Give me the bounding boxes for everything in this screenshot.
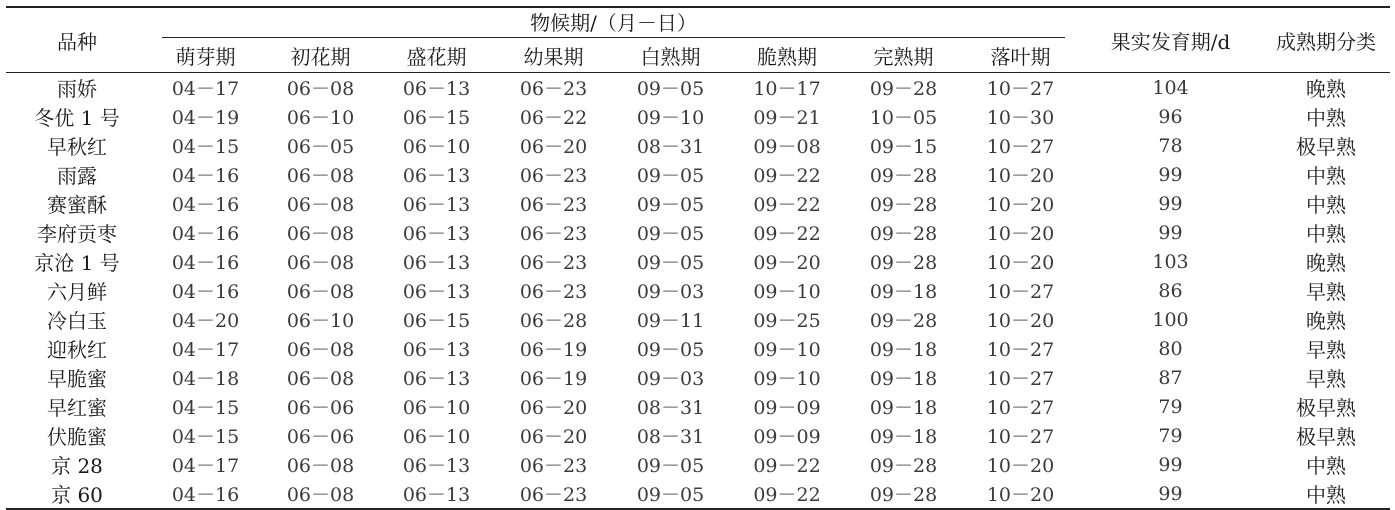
- cell-date: 06－08: [286, 223, 355, 245]
- cell-date: 04－19: [171, 107, 240, 129]
- cell-variety: 伏脆蜜: [47, 425, 107, 449]
- cell-date: 06－13: [402, 281, 471, 303]
- cell-date: 06－10: [402, 426, 471, 448]
- cell-date: 09－05: [636, 252, 705, 274]
- cell-maturity-class: 晚熟: [1306, 77, 1346, 101]
- cell-date: 10－27: [986, 426, 1055, 448]
- cell-date: 06－19: [519, 368, 588, 390]
- cell-dev-period: 99: [1158, 163, 1183, 186]
- cell-maturity-class: 极早熟: [1296, 396, 1356, 420]
- cell-date: 06－08: [286, 455, 355, 477]
- cell-date: 09－18: [869, 397, 938, 419]
- cell-date: 04－17: [171, 339, 240, 361]
- phenology-table: [6, 6, 1390, 510]
- table-row: [6, 363, 1390, 392]
- table-row: [6, 305, 1390, 334]
- cell-date: 10－27: [986, 339, 1055, 361]
- cell-date: 04－15: [171, 397, 240, 419]
- header-stage: 脆熟期: [729, 38, 845, 73]
- cell-date: 06－20: [519, 426, 588, 448]
- table-row: [6, 189, 1390, 218]
- cell-date: 09－18: [869, 339, 938, 361]
- cell-dev-period: 87: [1158, 366, 1183, 389]
- table-row: [6, 160, 1390, 189]
- cell-date: 04－17: [171, 455, 240, 477]
- header-stage: 落叶期: [962, 38, 1079, 73]
- cell-date: 04－20: [171, 310, 240, 332]
- cell-maturity-class: 早熟: [1306, 280, 1346, 304]
- cell-date: 09－05: [636, 194, 705, 216]
- cell-variety: 早秋红: [47, 135, 107, 159]
- cell-date: 10－27: [986, 136, 1055, 158]
- cell-date: 09－28: [869, 455, 938, 477]
- table-row: [6, 276, 1390, 305]
- cell-date: 06－23: [519, 194, 588, 216]
- cell-date: 06－08: [286, 78, 355, 100]
- cell-date: 06－23: [519, 165, 588, 187]
- table-row: [6, 131, 1390, 160]
- cell-date: 10－27: [986, 78, 1055, 100]
- cell-date: 06－13: [402, 78, 471, 100]
- cell-date: 06－08: [286, 368, 355, 390]
- cell-date: 09－10: [636, 107, 705, 129]
- cell-dev-period: 99: [1158, 221, 1183, 244]
- cell-maturity-class: 早熟: [1306, 338, 1346, 362]
- cell-date: 09－08: [753, 136, 821, 158]
- cell-date: 06－10: [286, 310, 355, 332]
- header-stage: 完熟期: [845, 38, 962, 73]
- cell-maturity-class: 中熟: [1306, 106, 1346, 130]
- cell-date: 09－09: [753, 397, 821, 419]
- cell-date: 10－27: [986, 281, 1055, 303]
- table-row: [6, 102, 1390, 131]
- cell-maturity-class: 极早熟: [1296, 425, 1356, 449]
- cell-variety: 李府贡枣: [37, 222, 117, 246]
- cell-dev-period: 96: [1158, 105, 1183, 128]
- cell-dev-period: 99: [1079, 479, 1262, 509]
- cell-date: 04－17: [171, 78, 240, 100]
- cell-dev-period: 86: [1158, 279, 1183, 302]
- header-dev-period: 果实发育期/d: [1079, 7, 1262, 73]
- cell-date: 09－28: [869, 78, 938, 100]
- cell-date: 10－20: [986, 223, 1055, 245]
- cell-variety: 早脆蜜: [47, 367, 107, 391]
- cell-date: 06－13: [402, 252, 471, 274]
- cell-date: 09－05: [636, 455, 705, 477]
- cell-date: 08－31: [636, 397, 705, 419]
- cell-dev-period: 79: [1158, 424, 1183, 447]
- cell-dev-period: 100: [1152, 308, 1189, 331]
- cell-date: 09－22: [753, 455, 821, 477]
- cell-date: 09－18: [869, 426, 938, 448]
- cell-maturity-class: 中熟: [1306, 454, 1346, 478]
- cell-date: 06－13: [402, 165, 471, 187]
- cell-date: 06－23: [519, 455, 588, 477]
- cell-date: 10－17: [753, 78, 821, 100]
- cell-date: 04－16: [171, 252, 240, 274]
- cell-date: 04－15: [171, 136, 240, 158]
- cell-date: 06－08: [286, 281, 355, 303]
- cell-date: 06－08: [286, 339, 355, 361]
- cell-date: 09－03: [636, 368, 705, 390]
- header-stage: 萌芽期: [148, 38, 263, 73]
- cell-date: 10－30: [986, 107, 1055, 129]
- cell-date: 06－13: [402, 223, 471, 245]
- cell-date: 09－18: [869, 368, 938, 390]
- cell-date: 09－22: [753, 165, 821, 187]
- cell-variety: 赛蜜酥: [47, 193, 107, 217]
- cell-variety: 京沧 1 号: [34, 251, 120, 275]
- cell-variety: 京 60: [6, 479, 148, 509]
- cell-date: 09－05: [636, 78, 705, 100]
- table-row: [6, 450, 1390, 479]
- cell-date: 04－16: [171, 281, 240, 303]
- table-row: [6, 479, 1390, 509]
- header-maturity-class: 成熟期分类: [1262, 7, 1390, 73]
- cell-variety: 冬优 1 号: [34, 106, 120, 130]
- cell-date: 06－08: [263, 479, 378, 509]
- cell-date: 04－16: [171, 223, 240, 245]
- cell-maturity-class: 晚熟: [1306, 251, 1346, 275]
- header-stage: 盛花期: [378, 38, 495, 73]
- cell-date: 06－20: [519, 136, 588, 158]
- cell-maturity-class: 中熟: [1306, 164, 1346, 188]
- cell-date: 09－05: [636, 339, 705, 361]
- cell-date: 04－16: [171, 194, 240, 216]
- cell-date: 06－06: [286, 426, 355, 448]
- cell-dev-period: 78: [1158, 134, 1183, 157]
- cell-date: 06－15: [402, 310, 471, 332]
- cell-date: 06－05: [286, 136, 355, 158]
- table-row: [6, 421, 1390, 450]
- table-body: [6, 73, 1390, 510]
- cell-dev-period: 103: [1152, 250, 1189, 273]
- cell-date: 06－23: [519, 223, 588, 245]
- cell-date: 06－15: [402, 107, 471, 129]
- table-row: [6, 247, 1390, 276]
- cell-variety: 迎秋红: [47, 338, 107, 362]
- cell-date: 04－15: [171, 426, 240, 448]
- table-row: [6, 73, 1390, 103]
- cell-date: 09－05: [612, 479, 729, 509]
- cell-variety: 冷白玉: [47, 309, 107, 333]
- cell-date: 10－20: [986, 165, 1055, 187]
- table-row: [6, 392, 1390, 421]
- cell-maturity-class: 中熟: [1306, 222, 1346, 246]
- cell-date: 06－23: [519, 281, 588, 303]
- cell-dev-period: 104: [1152, 76, 1189, 99]
- cell-dev-period: 99: [1158, 453, 1183, 476]
- cell-date: 06－13: [402, 194, 471, 216]
- cell-date: 06－23: [519, 78, 588, 100]
- cell-date: 09－18: [869, 281, 938, 303]
- cell-date: 06－10: [286, 107, 355, 129]
- cell-date: 06－08: [286, 252, 355, 274]
- cell-dev-period: 80: [1158, 337, 1183, 360]
- cell-date: 10－20: [986, 194, 1055, 216]
- cell-date: 09－22: [753, 194, 821, 216]
- header-stage: 初花期: [263, 38, 378, 73]
- cell-maturity-class: 早熟: [1306, 367, 1346, 391]
- cell-date: 09－15: [869, 136, 938, 158]
- cell-date: 09－03: [636, 281, 705, 303]
- cell-maturity-class: 极早熟: [1296, 135, 1356, 159]
- cell-date: 06－08: [286, 165, 355, 187]
- cell-date: 06－19: [519, 339, 588, 361]
- cell-date: 08－31: [636, 136, 705, 158]
- cell-variety: 京 28: [51, 454, 103, 478]
- cell-date: 06－20: [519, 397, 588, 419]
- cell-maturity-class: 中熟: [1306, 193, 1346, 217]
- cell-date: 06－23: [495, 479, 612, 509]
- cell-date: 08－31: [636, 426, 705, 448]
- cell-date: 06－08: [286, 194, 355, 216]
- cell-date: 06－13: [402, 368, 471, 390]
- cell-dev-period: 99: [1158, 192, 1183, 215]
- header-phenology-group: [148, 7, 1079, 38]
- cell-maturity-class: 晚熟: [1306, 309, 1346, 333]
- header-stage: 幼果期: [495, 38, 612, 73]
- cell-variety: 六月鲜: [47, 280, 107, 304]
- cell-date: 09－28: [869, 310, 938, 332]
- cell-date: 09－05: [636, 165, 705, 187]
- cell-date: 04－18: [171, 368, 240, 390]
- cell-variety: 雨露: [57, 164, 97, 188]
- cell-date: 09－11: [636, 310, 705, 332]
- cell-date: 06－06: [286, 397, 355, 419]
- cell-date: 06－10: [402, 136, 471, 158]
- cell-date: 06－13: [402, 455, 471, 477]
- cell-date: 06－28: [519, 310, 588, 332]
- cell-dev-period: 79: [1158, 395, 1183, 418]
- cell-maturity-class: 中熟: [1262, 479, 1390, 509]
- cell-date: 09－28: [845, 479, 962, 509]
- cell-date: 06－13: [378, 479, 495, 509]
- cell-date: 09－20: [753, 252, 821, 274]
- cell-date: 06－10: [402, 397, 471, 419]
- cell-date: 09－10: [753, 339, 821, 361]
- header-variety: 品种: [6, 7, 148, 73]
- cell-date: 09－25: [753, 310, 821, 332]
- cell-date: 10－20: [986, 252, 1055, 274]
- cell-date: 10－27: [986, 368, 1055, 390]
- header-phenology-label: 物候期/（月－日）: [530, 10, 697, 35]
- cell-date: 06－22: [519, 107, 588, 129]
- cell-date: 09－09: [753, 426, 821, 448]
- cell-variety: 早红蜜: [47, 396, 107, 420]
- table-row: [6, 218, 1390, 247]
- cell-date: 09－28: [869, 252, 938, 274]
- cell-date: 09－10: [753, 368, 821, 390]
- table-row: [6, 334, 1390, 363]
- cell-date: 06－23: [519, 252, 588, 274]
- cell-date: 04－16: [148, 479, 263, 509]
- cell-date: 10－20: [986, 310, 1055, 332]
- cell-variety: 雨娇: [57, 77, 97, 101]
- cell-date: 06－13: [402, 339, 471, 361]
- cell-date: 09－28: [869, 223, 938, 245]
- cell-date: 09－05: [636, 223, 705, 245]
- cell-date: 09－22: [753, 223, 821, 245]
- cell-date: 10－05: [869, 107, 938, 129]
- cell-date: 09－22: [729, 479, 845, 509]
- header-stage: 白熟期: [612, 38, 729, 73]
- cell-date: 04－16: [171, 165, 240, 187]
- cell-date: 09－21: [753, 107, 821, 129]
- cell-date: 10－27: [986, 397, 1055, 419]
- cell-date: 09－28: [869, 165, 938, 187]
- cell-date: 10－20: [986, 455, 1055, 477]
- cell-date: 09－28: [869, 194, 938, 216]
- cell-date: 09－10: [753, 281, 821, 303]
- cell-date: 10－20: [962, 479, 1079, 509]
